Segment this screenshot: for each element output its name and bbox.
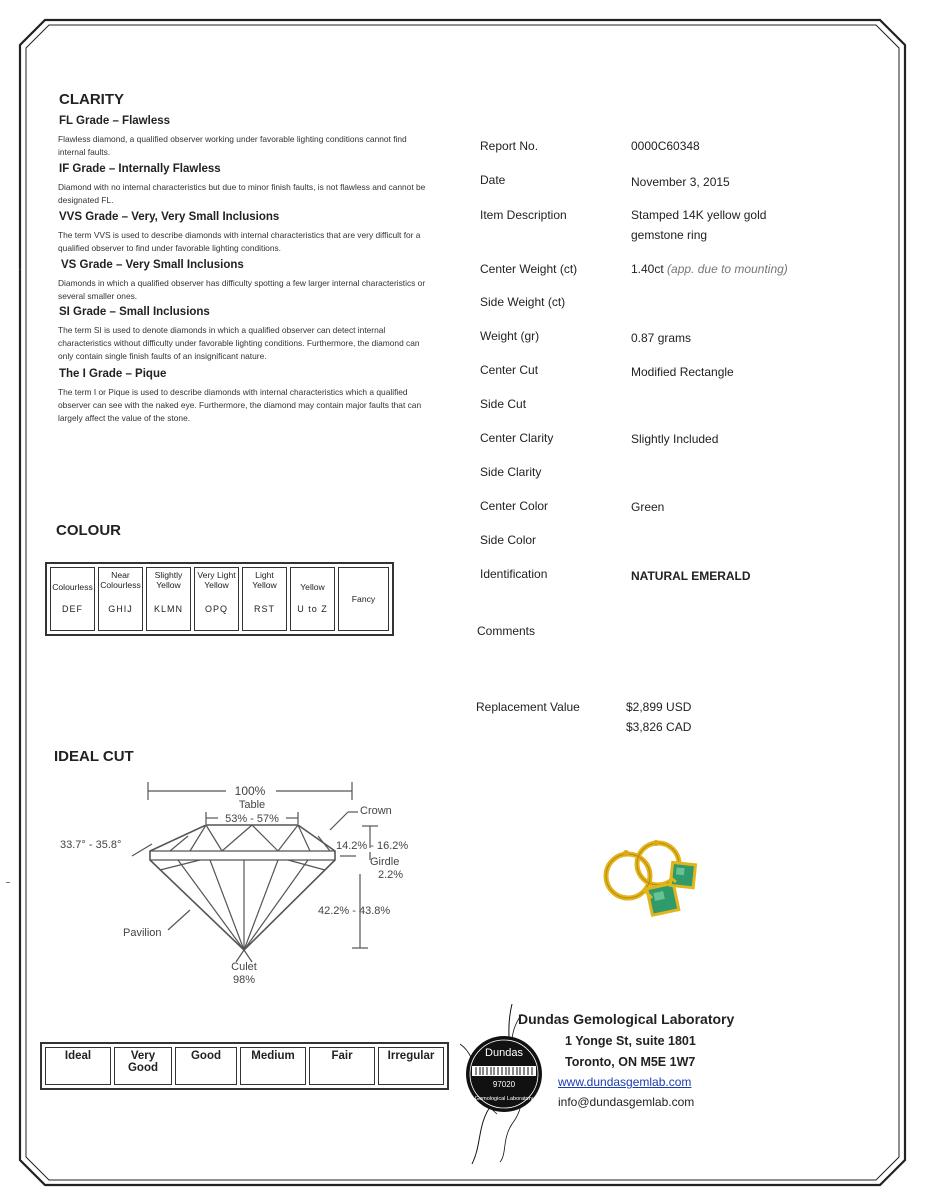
report-note: (app. due to mounting) [667, 262, 788, 276]
colour-cell [242, 567, 287, 631]
clarity-grade-name: IF Grade – Internally Flawless [59, 163, 221, 175]
report-label: Side Color [480, 533, 537, 547]
clarity-grade-desc: Diamond with no internal characteristics but due to minor finish faults, is not flawless and cannot be designated FL. [58, 182, 426, 205]
colour-name: Colourless [52, 582, 93, 592]
lab-website-link[interactable]: www.dundasgemlab.com [558, 1075, 692, 1089]
colour-name: Near Colourless [100, 570, 141, 590]
cut-grade-table [40, 1042, 449, 1090]
report-value: 0.87 grams [631, 331, 692, 345]
report-value: November 3, 2015 [631, 175, 730, 189]
report-label: Center Clarity [480, 431, 554, 445]
colour-title: COLOUR [56, 522, 121, 539]
crown-angle-label: 33.7° - 35.8° [60, 839, 122, 851]
report-label: Report No. [480, 139, 539, 153]
colour-name: Slightly Yellow [154, 570, 183, 590]
colour-name: Yellow [300, 582, 325, 592]
lab-seal [452, 1004, 562, 1164]
colour-name: Light Yellow [252, 570, 277, 590]
colour-code: OPQ [204, 604, 228, 614]
seal-bottom-text: Gemological Laboratory [474, 1096, 534, 1102]
ideal-cut-title: IDEAL CUT [54, 748, 134, 765]
report-label: Center Cut [480, 363, 539, 377]
girdle-label: Girdle [370, 856, 400, 868]
report-label: Identification [480, 567, 548, 581]
replacement-cad: $3,826 CAD [626, 720, 692, 734]
report-value: 1.40ct [631, 262, 664, 276]
cut-grade-cell: Fair [309, 1047, 375, 1085]
scan-mark: · [18, 264, 22, 275]
clarity-grade-name: VVS Grade – Very, Very Small Inclusions [59, 211, 280, 223]
colour-cell [50, 567, 95, 631]
colour-cell [338, 567, 389, 631]
culet-value-label: 98% [232, 974, 256, 986]
report-value: Green [631, 500, 665, 514]
colour-name: Fancy [351, 594, 376, 604]
cut-grade-cell: Medium [240, 1047, 306, 1085]
width-label: 100% [234, 784, 266, 798]
pavilion-depth-label: 42.2% - 43.8% [318, 905, 391, 917]
pavilion-label: Pavilion [123, 927, 162, 939]
clarity-grade-desc: The term VVS is used to describe diamonds with internal characteristics that are very difficult for a qualified observer to find under favorable lighting conditions. [58, 230, 421, 253]
colour-code: KLMN [153, 604, 183, 614]
seal-number: 97020 [492, 1080, 516, 1089]
report-label: Weight (gr) [480, 329, 540, 343]
clarity-title: CLARITY [59, 91, 124, 108]
culet-label: Culet [231, 961, 257, 973]
cut-grade-cell: Irregular [378, 1047, 444, 1085]
crown-height-label: 14.2% - 16.2% [336, 840, 409, 852]
colour-name: Very Light Yellow [197, 570, 236, 590]
colour-code: DEF [62, 604, 83, 614]
report-label: Comments [477, 624, 536, 638]
report-label: Item Description [480, 208, 567, 222]
report-value: Stamped 14K yellow gold gemstone ring [631, 208, 767, 242]
report-label: Side Cut [480, 397, 527, 411]
colour-code: U to Z [297, 604, 328, 614]
clarity-grade-name: FL Grade – Flawless [59, 115, 171, 127]
clarity-grade-desc: The term I or Pique is used to describe diamonds with internal characteristics which a qualified observer can see with the naked eye. Furthermore, the diamond may contain major faults that can largely affect the value of the stone. [58, 387, 422, 423]
report-value: NATURAL EMERALD [631, 569, 751, 583]
colour-cell [290, 567, 335, 631]
report-label: Date [480, 173, 506, 187]
cut-grade-cell: Good [175, 1047, 237, 1085]
table-range-label: 53% - 57% [225, 813, 279, 825]
item-photo [596, 838, 716, 948]
table-label: Table [238, 799, 266, 811]
report-value-line [631, 262, 788, 276]
crown-label: Crown [360, 805, 392, 817]
diamond-proportion-diagram [40, 770, 440, 990]
girdle-value-label: 2.2% [378, 869, 404, 881]
colour-cell [194, 567, 239, 631]
lab-name: Dundas Gemological Laboratory [518, 1011, 735, 1027]
report-value: Modified Rectangle [631, 365, 734, 379]
report-value: 0000C60348 [631, 139, 700, 153]
cut-grade-cell: Ideal [45, 1047, 111, 1085]
report-label: Side Weight (ct) [480, 295, 566, 309]
clarity-grade-name: SI Grade – Small Inclusions [59, 306, 210, 318]
replacement-label: Replacement Value [476, 700, 580, 714]
lab-address-2: Toronto, ON M5E 1W7 [565, 1055, 696, 1069]
colour-scale-table [45, 562, 394, 636]
report-label: Side Clarity [480, 465, 542, 479]
seal-top-text: Dundas [485, 1047, 523, 1059]
report-value: Slightly Included [631, 432, 719, 446]
report-label: Center Color [480, 499, 549, 513]
colour-cell [146, 567, 191, 631]
lab-email: info@dundasgemlab.com [558, 1095, 695, 1109]
scan-mark [6, 882, 10, 883]
clarity-grade-desc: Flawless diamond, a qualified observer working under favorable lighting conditions cannot find internal faults. [58, 134, 407, 157]
colour-cell [98, 567, 143, 631]
clarity-grade-name: VS Grade – Very Small Inclusions [61, 259, 244, 271]
report-label: Center Weight (ct) [480, 262, 578, 276]
clarity-grade-desc: Diamonds in which a qualified observer has difficulty spotting a few larger internal characteristics or several smaller ones. [58, 278, 426, 301]
clarity-grade-desc: The term SI is used to denote diamonds in which a qualified observer can detect internal characteristics without difficulty under favorable lighting conditions. Furthermore, the diamond can only contain single finish faults of an insignificant nature. [58, 325, 420, 361]
replacement-usd: $2,899 USD [626, 700, 692, 714]
colour-code: GHIJ [108, 604, 133, 614]
clarity-grade-name: The I Grade – Pique [59, 368, 167, 380]
cut-grade-cell: Very Good [114, 1047, 172, 1085]
colour-code: RST [254, 604, 275, 614]
lab-address-1: 1 Yonge St, suite 1801 [565, 1034, 696, 1048]
